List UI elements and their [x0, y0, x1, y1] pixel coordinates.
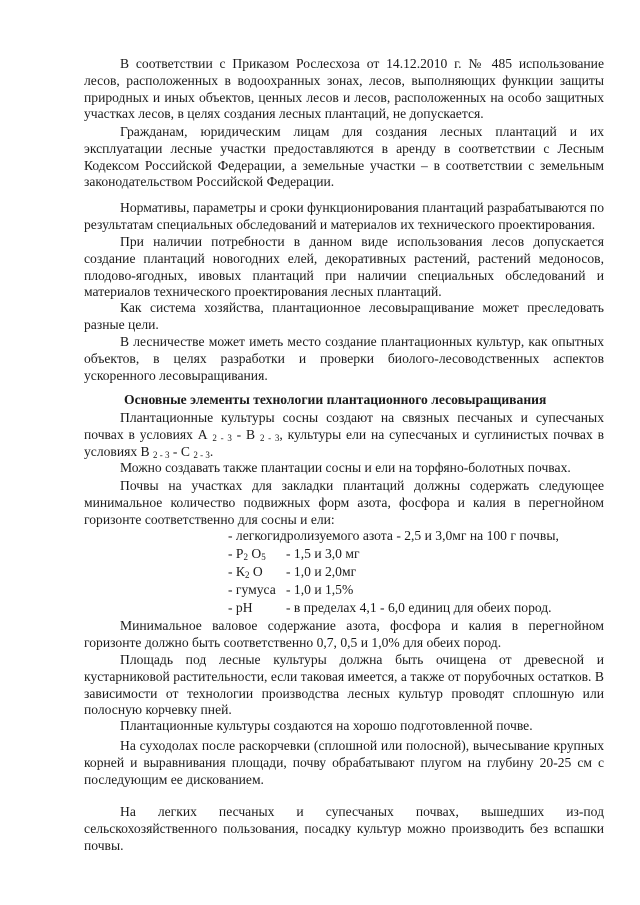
paragraph-experimental: В лесничестве может иметь место создание плантационных культур, как опытных объектов, в целях разработки и проверки биолого-лесоводственных аспектов ускоренного лесовыращивания.: [84, 334, 604, 383]
paragraph-dry-land: На суходолах после раскорчевки (сплошной или полосной), вычесывание крупных корней и выравнивания площади, почву обрабатывают плугом на глубину 20-25 см с последующим ее дискованием.: [84, 738, 604, 787]
paragraph-order-485: В соответствии с Приказом Рослесхоза от 14.12.2010 г. № 485 использование лесов, расположенных в водоохранных зонах, лесов, выполняющих функции защиты природных и иных объектов, ценных лесов и лесов, расположенных на особо защитных участках лесов, в целях создания лесных плантаций, не допускается.: [84, 56, 604, 122]
list-item-p2o5-label: - $Р_2$ $О_5$: [228, 546, 266, 562]
list-item-k2o-label: - $К_2$ О: [228, 564, 263, 580]
list-item-nitrogen: - легкогидролизуемого азота - 2,5 и 3,0мг на 100 г почвы,: [228, 528, 559, 543]
paragraph-peat: Можно создавать также плантации сосны и ели на торфяно-болотных почвах.: [120, 460, 571, 475]
list-item-p2o5-value: - 1,5 и 3,0 мг: [286, 546, 360, 561]
paragraph-pine-spruce: Плантационные культуры сосны создают на связных песчаных и супесчаных почвах в условиях А $_{2 - 3}$ - В $_{2 - 3}$, культуры ели на супесчаных и суглинистых почвах в условиях В $_{2 - 3}$ - С $_{2 - 3}$.: [84, 410, 605, 460]
list-item-ph-label: - рН: [228, 600, 253, 615]
paragraph-prepared-soil: Плантационные культуры создаются на хорошо подготовленной почве.: [120, 718, 533, 733]
list-item-k2o-value: - 1,0 и 2,0мг: [286, 564, 357, 579]
paragraph-lease: Гражданам, юридическим лицам для создания лесных плантаций и их эксплуатации лесные участки предоставляются в аренду в соответствии с Лесным Кодексом Российской Федерации, а земельные участки – в соответствии с земельным законодательством Российской Федерации.: [84, 124, 604, 190]
paragraph-plantation-types: При наличии потребности в данном виде использования лесов допускается создание плантаций новогодних елей, декоративных растений, растений медоносов, плодово-ягодных, ивовых плантаций при наличии специальных обследований и материалов технического проектирования лесных плантаций.: [84, 234, 604, 300]
paragraph-norms: Нормативы, параметры и сроки функционирования плантаций разрабатываются по результатам специальных обследований и материалов их технического проектирования.: [84, 200, 604, 232]
list-item-humus-value: - 1,0 и 1,5%: [286, 582, 354, 597]
paragraph-system-goals: Как система хозяйства, плантационное лесовыращивание может преследовать разные цели.: [84, 300, 604, 332]
list-item-ph-value: - в пределах 4,1 - 6,0 единиц для обеих пород.: [286, 600, 552, 615]
list-item-humus-label: - гумуса: [228, 582, 276, 597]
paragraph-gross-content: Минимальное валовое содержание азота, фосфора и калия в перегнойном горизонте должно быть соответственно 0,7, 0,5 и 1,0% для обеих пород.: [84, 618, 604, 650]
paragraph-clearing: Площадь под лесные культуры должна быть очищена от древесной и кустарниковой растительности, если таковая имеется, а также от порубочных остатков. В зависимости от технологии производства лесных культур проводят сплошную или полосную корчевку пней.: [84, 652, 604, 718]
paragraph-light-soils: На легких песчаных и супесчаных почвах, вышедших из-под сельскохозяйственного пользования, посадку культур можно производить без вспашки почвы.: [84, 804, 604, 853]
paragraph-soil-requirements: Почвы на участках для закладки плантаций должны содержать следующее минимальное количество подвижных форм азота, фосфора и калия в перегнойном горизонте соответственно для сосны и ели:: [84, 478, 604, 527]
section-heading: Основные элементы технологии плантационного лесовыращивания: [124, 392, 547, 407]
